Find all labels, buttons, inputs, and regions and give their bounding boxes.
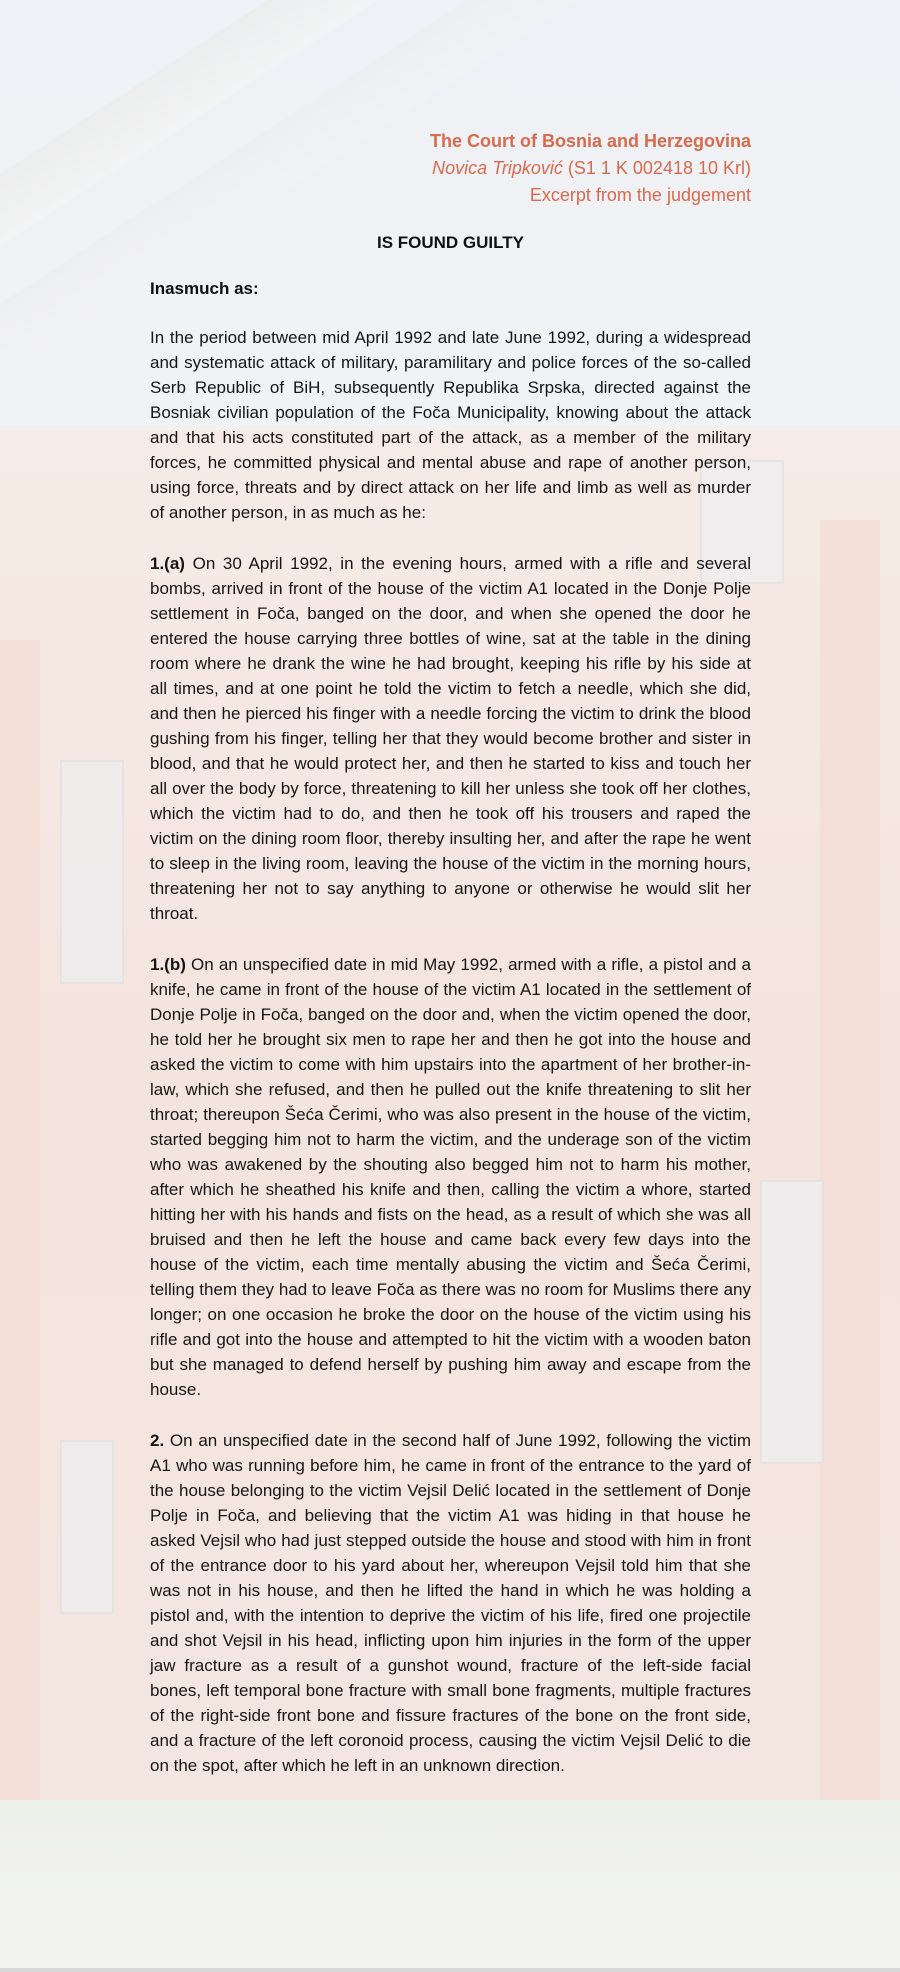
count-paragraph bbox=[150, 952, 751, 1402]
count-paragraph bbox=[150, 551, 751, 926]
count-paragraph bbox=[150, 1428, 751, 1778]
count-label: 2. bbox=[150, 1431, 165, 1450]
count-text: On an unspecified date in the second half of June 1992, following the victim A1 who was running before him, he came in front of the entrance to the yard of the house belonging to the victim Vejsil Delić located in the settlement of Donje Polje in Foča, and believing that the victim A1 was hiding in that house he asked Vejsil who had just stepped outside the house and stood with him in front of the entrance door to his yard about her, whereupon Vejsil told him that she was not in his house, and then he lifted the hand in which he was holding a pistol and, with the intention to deprive the victim of his life, fired one projectile and shot Vejsil in his head, inflicting upon him injuries in the form of the upper jaw fracture as a result of a gunshot wound, fracture of the left-side facial bones, left temporal bone fracture with small bone fragments, multiple fractures of the right-side front bone and fissure fractures of the bone on the front side, and a fracture of the left coronoid process, causing the victim Vejsil Delić to die on the spot, after which he left in an unknown direction. bbox=[150, 1431, 751, 1775]
inasmuch-heading: Inasmuch as: bbox=[150, 279, 259, 298]
intro-paragraph: In the period between mid April 1992 and late June 1992, during a widespread and systematic attack of military, paramilitary and police forces of the so-called Serb Republic of BiH, subsequently Republika Srpska, directed against the Bosniak civilian population of the Foča Municipality, knowing about the attack and that his acts constituted part of the attack, as a member of the military forces, he committed physical and mental abuse and rape of another person, using force, threats and by direct attack on her life and limb as well as murder of another person, in as much as he: bbox=[150, 328, 751, 522]
document-body bbox=[150, 128, 751, 1778]
case-name: Novica Tripković bbox=[432, 158, 563, 178]
count-label: 1.(a) bbox=[150, 554, 185, 573]
count-label: 1.(b) bbox=[150, 955, 186, 974]
count-text: On 30 April 1992, in the evening hours, armed with a rifle and several bombs, arrived in front of the house of the victim A1 located in the Donje Polje settlement in Foča, banged on the door, and when she opened the door he entered the house carrying three bottles of wine, sat at the table in the dining room where he drank the wine he had brought, keeping his rifle by his side at all times, and at one point he told the victim to fetch a needle, which she did, and then he pierced his finger with a needle forcing the victim to drink the blood gushing from his finger, telling her that they would become brother and sister in blood, and that he would protect her, and then he started to kiss and touch her all over the body by force, threatening to kill her unless she took off her clothes, which the victim had to do, and then he took off his trousers and raped the victim on the dining room floor, thereby insulting her, and after the rape he went to sleep in the living room, leaving the house of the victim in the morning hours, threatening her not to say anything to anyone or otherwise he would slit her throat. bbox=[150, 554, 751, 923]
verdict-heading: IS FOUND GUILTY bbox=[376, 233, 524, 252]
case-reference bbox=[150, 155, 751, 182]
court-name: The Court of Bosnia and Herzegovina bbox=[429, 131, 751, 151]
document-header bbox=[150, 128, 751, 209]
excerpt-label: Excerpt from the judgement bbox=[529, 185, 751, 205]
count-text: On an unspecified date in mid May 1992, armed with a rifle, a pistol and a knife, he came in front of the house of the victim A1 located in the settlement of Donje Polje in Foča, banged on the door and, when the victim opened the door, he told her he brought six men to rape her and then he got into the house and asked the victim to come with him upstairs into the apartment of her brother-in-law, which she refused, and then he pulled out the knife threatening to slit her throat; thereupon Šeća Čerimi, who was also present in the house of the victim, started begging him not to harm the victim, and the underage son of the victim who was awakened by the shouting also begged him not to harm his mother, after which he sheathed his knife and then, calling the victim a whore, started hitting her with his hands and fists on the head, as a result of which she was all bruised and then he left the house and came back every few days into the house of the victim, each time mentally abusing the victim and Šeća Čerimi, telling them they had to leave Foča as there was no room for Muslims there any longer; on one occasion he broke the door on the house of the victim using his rifle and got into the house and attempted to hit the victim with a wooden baton but she managed to defend herself by pushing him away and escape from the house. bbox=[150, 955, 751, 1399]
case-number: (S1 1 K 002418 10 Krl) bbox=[562, 158, 751, 178]
